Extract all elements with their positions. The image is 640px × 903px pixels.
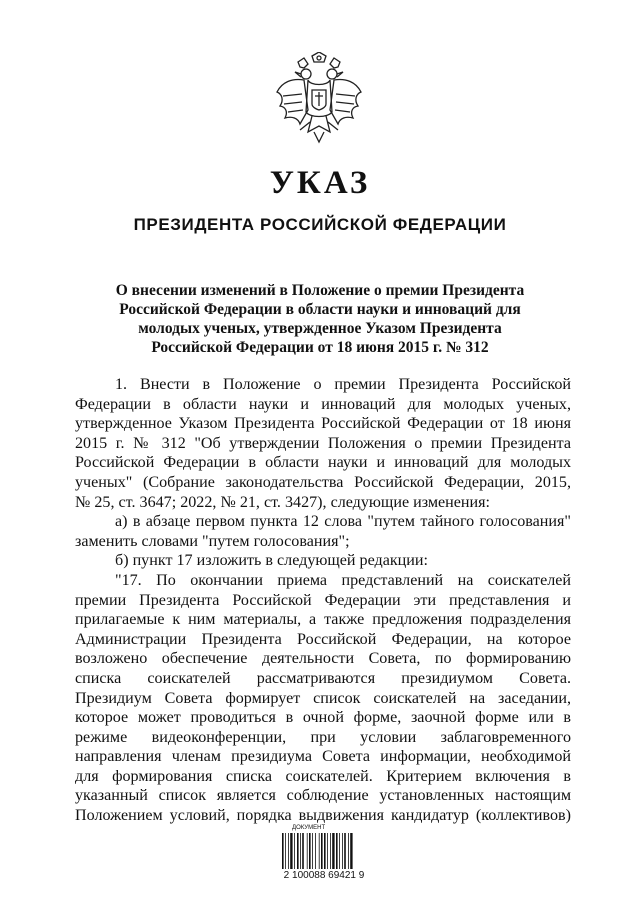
barcode-number: 2 100088 69421 9 [283,870,365,881]
body-line: Президиум Совета формирует список соискателей на заседании, [75,689,571,707]
body-line: для формирования списка соискателей. Критерием включения в [75,767,571,785]
body-line: прилагаемые к ним материалы, а также предложения подразделения [75,611,571,629]
barcode-image [282,833,366,869]
barcode-caption: ДОКУМЕНТ [292,825,326,831]
body-line: указанный список является соблюдение установленных настоящим [75,787,571,805]
body-line: № 25, ст. 3647; 2022, № 21, ст. 3427), следующие изменения: [75,493,491,511]
body-line: премии Президента Российской Федерации эти представления и [75,591,571,609]
body-line: заменить словами "путем голосования"; [75,532,350,550]
body-line: 2015 г. № 312 "Об утверждении Положения о премии Президента [75,434,571,452]
body-line: режиме видеоконференции, при условии заблаговременного [75,728,571,746]
coat-of-arms-emblem [274,52,364,147]
decree-heading [110,281,530,357]
heading-line: молодых ученых, утвержденное Указом Президента [138,320,502,337]
body-line: возложено обеспечение деятельности Совета, по формированию [75,650,571,668]
body-line: 1. Внести в Положение о премии Президента Российской [115,376,571,393]
body-line: Российской Федерации в области науки и инноваций для молодых [75,454,571,472]
document-subtitle: ПРЕЗИДЕНТА РОССИЙСКОЙ ФЕДЕРАЦИИ [133,215,507,234]
body-line: списка соискателей рассматриваются президиумом Совета. [75,669,571,687]
body-line: которое может проводиться в очной форме, заочной форме или в [75,709,571,727]
document-title: УКАЗ [269,165,371,201]
heading-line: Российской Федерации от 18 июня 2015 г. № 312 [151,339,489,356]
body-line: б) пункт 17 изложить в следующей редакции: [115,552,428,570]
heading-line: О внесении изменений в Положение о премии Президента [115,282,525,299]
body-line: утвержденное Указом Президента Российской Федерации от 18 июня [75,415,571,433]
body-line: Положением условий, порядка выдвижения кандидатур (коллективов) [75,807,571,825]
decree-body [75,375,571,826]
body-line: "17. По окончании приема представлений на соискателей [115,571,571,589]
heading-line: Российской Федерации в области науки и инноваций для [119,301,521,318]
body-line: Федерации в области науки и инноваций для молодых ученых, [75,395,571,413]
body-line: Администрации Президента Российской Федерации, на которое [75,630,571,648]
body-line: направления членам президиума Совета информации, необходимой [75,748,571,766]
barcode-block [278,825,370,887]
body-line: ученых" (Собрание законодательства Российской Федерации, 2015, [75,473,571,491]
body-line: а) в абзаце первом пункта 12 слова "путем тайного голосования" [115,513,571,531]
